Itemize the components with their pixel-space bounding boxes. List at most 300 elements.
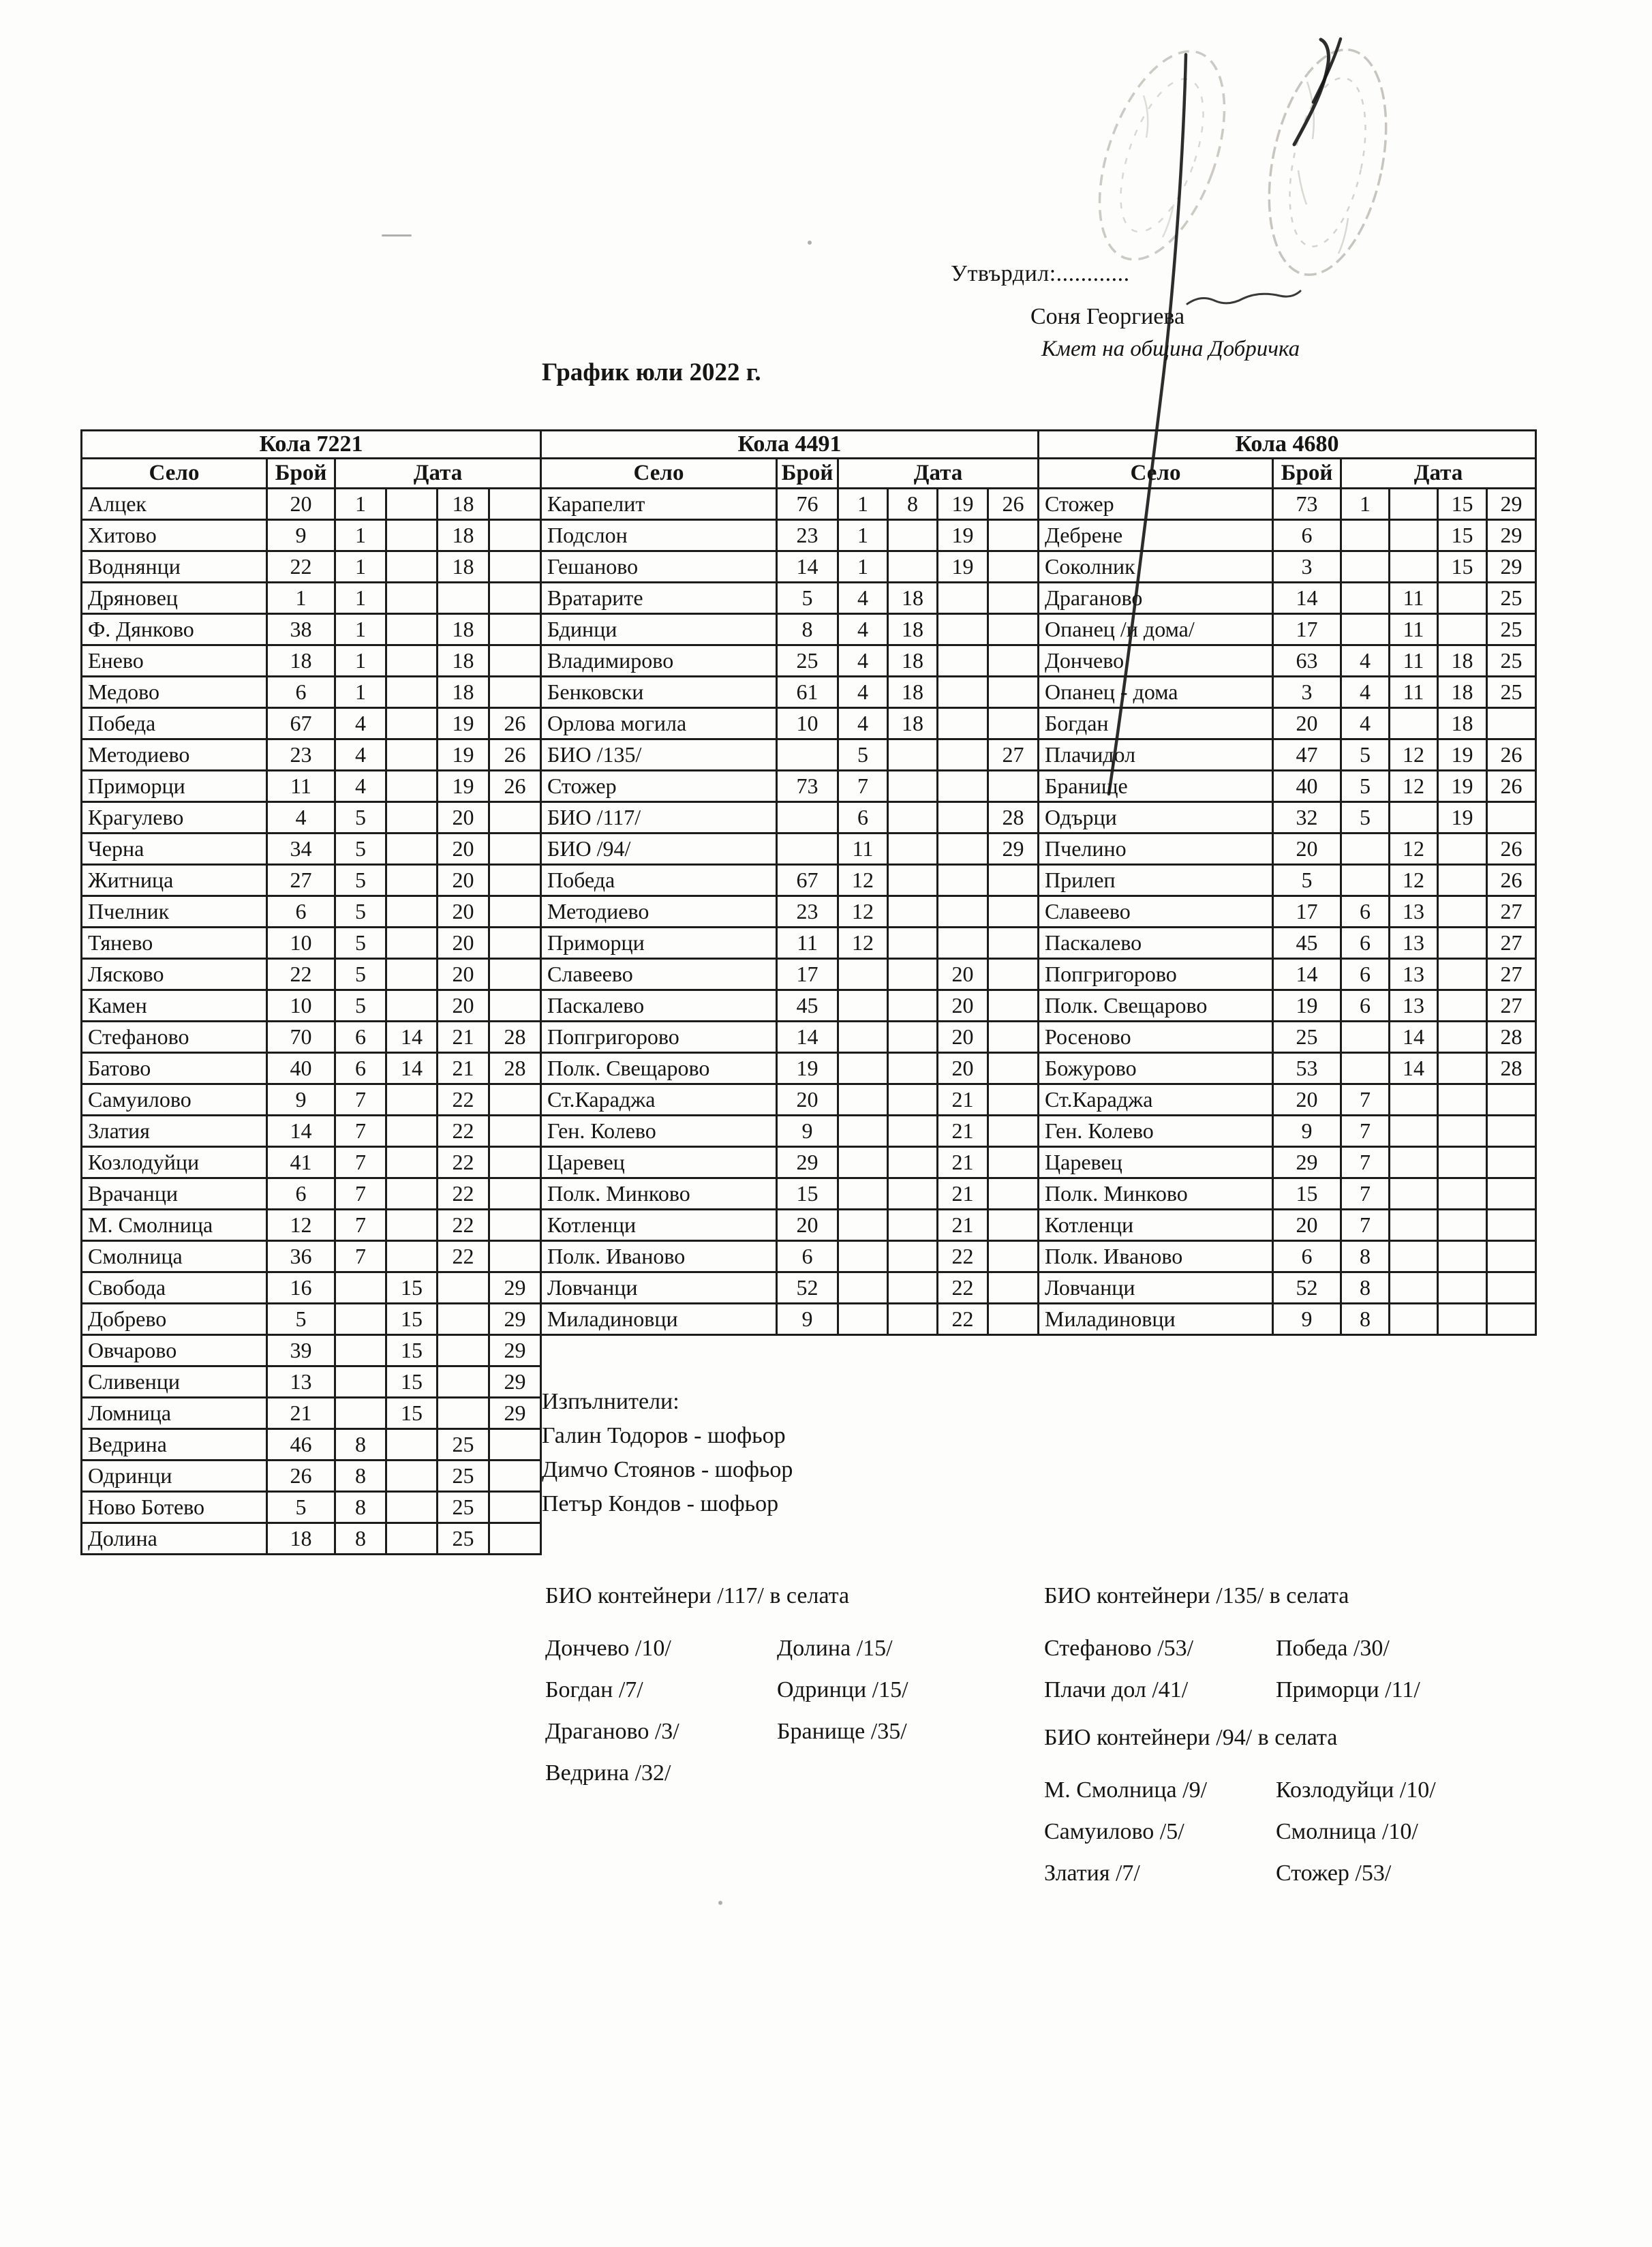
bio-note-135 [1044, 1581, 1508, 1711]
date-cell [988, 896, 1039, 928]
date-cell: 27 [988, 739, 1039, 771]
table-row [541, 520, 1039, 551]
date-cell [1438, 1022, 1487, 1053]
date-cell: 29 [1487, 551, 1536, 583]
date-cell: 4 [838, 645, 888, 677]
table-row [541, 928, 1039, 959]
table-row [82, 834, 541, 865]
count-cell: 40 [1273, 771, 1341, 802]
village-cell: Полк. Минково [1039, 1178, 1273, 1210]
date-cell: 8 [335, 1429, 386, 1461]
date-cell: 5 [335, 990, 386, 1022]
table-row [1039, 645, 1536, 677]
date-cell: 21 [438, 1053, 489, 1084]
count-cell: 11 [267, 771, 335, 802]
date-cell: 1 [838, 551, 888, 583]
date-cell [1438, 1241, 1487, 1272]
date-cell [1390, 1116, 1438, 1147]
count-cell: 10 [777, 708, 838, 739]
date-cell [489, 614, 541, 645]
date-cell [1390, 1241, 1438, 1272]
date-cell: 28 [1487, 1022, 1536, 1053]
date-cell [489, 959, 541, 990]
table-row [1039, 614, 1536, 645]
note-col-right [777, 1627, 1009, 1794]
count-cell: 14 [777, 1022, 838, 1053]
date-cell [838, 1304, 888, 1335]
table-row [1039, 489, 1536, 520]
village-cell: М. Смолница [82, 1210, 267, 1241]
village-cell: Котленци [1039, 1210, 1273, 1241]
date-cell: 18 [438, 489, 489, 520]
note-col-left [1044, 1769, 1276, 1894]
village-cell: Воднянци [82, 551, 267, 583]
date-cell [888, 1272, 938, 1304]
count-cell: 52 [777, 1272, 838, 1304]
count-cell: 67 [267, 708, 335, 739]
date-cell [489, 1210, 541, 1241]
date-cell [888, 1210, 938, 1241]
date-cell [489, 489, 541, 520]
date-cell [938, 771, 988, 802]
date-cell: 22 [938, 1241, 988, 1272]
date-cell [888, 896, 938, 928]
village-cell: Дебрене [1039, 520, 1273, 551]
date-cell: 6 [1341, 896, 1390, 928]
date-cell: 4 [1341, 677, 1390, 708]
date-cell [1438, 1210, 1487, 1241]
count-cell: 23 [777, 520, 838, 551]
date-cell: 1 [1341, 489, 1390, 520]
count-cell: 20 [1273, 708, 1341, 739]
count-cell: 34 [267, 834, 335, 865]
date-cell [1487, 1304, 1536, 1335]
date-cell: 18 [438, 645, 489, 677]
vehicle-header: Кола 4491 [541, 431, 1039, 459]
count-cell: 12 [267, 1210, 335, 1241]
count-cell: 23 [267, 739, 335, 771]
date-cell [888, 990, 938, 1022]
date-cell [888, 771, 938, 802]
date-cell: 21 [938, 1178, 988, 1210]
date-cell: 15 [386, 1272, 438, 1304]
list-item: Самуилово /5/ [1044, 1819, 1184, 1844]
date-cell: 14 [1390, 1022, 1438, 1053]
table-row [1039, 1272, 1536, 1304]
table-row [82, 645, 541, 677]
date-cell: 22 [438, 1210, 489, 1241]
date-cell: 25 [438, 1523, 489, 1555]
table-row [541, 1053, 1039, 1084]
date-cell: 15 [386, 1335, 438, 1366]
date-cell: 19 [1438, 771, 1487, 802]
date-cell [1390, 1178, 1438, 1210]
village-cell: Вратарите [541, 583, 777, 614]
table-row [82, 1523, 541, 1555]
date-cell: 25 [438, 1429, 489, 1461]
list-item: Богдан /7/ [545, 1677, 643, 1702]
date-cell [386, 739, 438, 771]
village-cell: Житница [82, 865, 267, 896]
table-row [541, 708, 1039, 739]
date-cell: 14 [386, 1022, 438, 1053]
date-cell [1390, 551, 1438, 583]
date-cell [988, 1304, 1039, 1335]
date-cell: 1 [335, 520, 386, 551]
date-cell [988, 959, 1039, 990]
date-cell: 20 [938, 959, 988, 990]
date-cell [1487, 1116, 1536, 1147]
village-cell: Ген. Колево [1039, 1116, 1273, 1147]
count-cell: 3 [1273, 677, 1341, 708]
village-cell: Ген. Колево [541, 1116, 777, 1147]
table-row [1039, 583, 1536, 614]
date-cell: 20 [438, 928, 489, 959]
count-cell: 19 [1273, 990, 1341, 1022]
date-cell [386, 802, 438, 834]
village-cell: Орлова могила [541, 708, 777, 739]
village-cell: Ломница [82, 1398, 267, 1429]
date-cell [938, 583, 988, 614]
table-row [541, 959, 1039, 990]
date-cell: 19 [438, 708, 489, 739]
date-cell: 4 [838, 677, 888, 708]
village-cell: Ст.Караджа [1039, 1084, 1273, 1116]
date-cell: 20 [438, 990, 489, 1022]
village-cell: Полк. Иваново [1039, 1241, 1273, 1272]
date-cell: 29 [489, 1272, 541, 1304]
date-cell: 1 [838, 520, 888, 551]
stamp-icon [1251, 39, 1405, 286]
date-cell [1438, 1084, 1487, 1116]
date-cell [1390, 802, 1438, 834]
count-cell: 17 [1273, 614, 1341, 645]
date-cell: 8 [1341, 1272, 1390, 1304]
date-cell: 7 [335, 1084, 386, 1116]
date-cell: 19 [438, 771, 489, 802]
date-cell: 27 [1487, 990, 1536, 1022]
date-cell: 18 [1438, 708, 1487, 739]
table-row [1039, 959, 1536, 990]
date-cell: 21 [938, 1210, 988, 1241]
date-cell [335, 1304, 386, 1335]
date-cell [1438, 614, 1487, 645]
count-cell: 15 [1273, 1178, 1341, 1210]
date-cell [988, 1241, 1039, 1272]
date-cell: 8 [335, 1492, 386, 1523]
date-cell [888, 739, 938, 771]
table-row [1039, 865, 1536, 896]
date-cell [988, 990, 1039, 1022]
date-cell: 5 [335, 896, 386, 928]
count-cell: 26 [267, 1461, 335, 1492]
village-cell: Победа [82, 708, 267, 739]
date-cell: 12 [838, 928, 888, 959]
note-col-left [545, 1627, 777, 1794]
table-row [541, 1147, 1039, 1178]
table-row [82, 928, 541, 959]
col-header-date: Дата [838, 459, 1039, 489]
count-cell: 38 [267, 614, 335, 645]
date-cell [489, 551, 541, 583]
date-cell [938, 802, 988, 834]
count-cell: 16 [267, 1272, 335, 1304]
date-cell [1487, 1210, 1536, 1241]
date-cell: 4 [1341, 645, 1390, 677]
table-row [1039, 1304, 1536, 1335]
count-cell: 6 [1273, 520, 1341, 551]
village-cell: Карапелит [541, 489, 777, 520]
date-cell: 25 [438, 1492, 489, 1523]
bio-note-94 [1044, 1723, 1508, 1894]
village-cell: Ловчанци [1039, 1272, 1273, 1304]
table-row [82, 865, 541, 896]
village-cell: Ф. Дянково [82, 614, 267, 645]
table-row [541, 1116, 1039, 1147]
date-cell: 22 [438, 1178, 489, 1210]
date-cell: 4 [335, 708, 386, 739]
date-cell [386, 1084, 438, 1116]
table-row [541, 771, 1039, 802]
table-row [82, 489, 541, 520]
village-cell: Полк. Минково [541, 1178, 777, 1210]
village-cell: Стефаново [82, 1022, 267, 1053]
date-cell [1487, 1084, 1536, 1116]
date-cell: 14 [386, 1053, 438, 1084]
date-cell [888, 1084, 938, 1116]
table-row [1039, 1147, 1536, 1178]
date-cell: 12 [1390, 865, 1438, 896]
date-cell: 6 [335, 1022, 386, 1053]
table-row [82, 1210, 541, 1241]
note-title: БИО контейнери /135/ в селата [1044, 1583, 1349, 1608]
date-cell [1438, 959, 1487, 990]
count-cell: 25 [1273, 1022, 1341, 1053]
date-cell [988, 708, 1039, 739]
date-cell [888, 959, 938, 990]
date-cell: 4 [838, 708, 888, 739]
village-cell: Дончево [1039, 645, 1273, 677]
date-cell: 27 [1487, 928, 1536, 959]
village-cell: Соколник [1039, 551, 1273, 583]
village-cell: Паскалево [1039, 928, 1273, 959]
date-cell [489, 834, 541, 865]
village-cell: Миладиновци [1039, 1304, 1273, 1335]
table-row [541, 739, 1039, 771]
count-cell: 39 [267, 1335, 335, 1366]
date-cell: 19 [1438, 739, 1487, 771]
village-cell: Златия [82, 1116, 267, 1147]
date-cell: 12 [1390, 739, 1438, 771]
table-row [1039, 1241, 1536, 1272]
date-cell [888, 1241, 938, 1272]
date-cell: 27 [1487, 959, 1536, 990]
count-cell: 9 [777, 1116, 838, 1147]
count-cell: 63 [1273, 645, 1341, 677]
village-cell: Приморци [82, 771, 267, 802]
count-cell: 18 [267, 645, 335, 677]
count-cell: 1 [267, 583, 335, 614]
village-cell: Ст.Караджа [541, 1084, 777, 1116]
executors-title: Изпълнители: [542, 1389, 679, 1414]
date-cell [888, 1304, 938, 1335]
village-cell: Хитово [82, 520, 267, 551]
date-cell: 21 [438, 1022, 489, 1053]
village-cell: Самуилово [82, 1084, 267, 1116]
date-cell: 20 [438, 802, 489, 834]
count-cell [777, 834, 838, 865]
table-row [541, 1022, 1039, 1053]
date-cell: 25 [438, 1461, 489, 1492]
date-cell: 7 [838, 771, 888, 802]
count-cell: 6 [267, 896, 335, 928]
table-row [82, 1147, 541, 1178]
schedule-table-kola-4491 [540, 429, 1039, 1336]
list-item: Стефаново /53/ [1044, 1636, 1194, 1661]
date-cell [386, 677, 438, 708]
date-cell: 7 [335, 1241, 386, 1272]
date-cell: 5 [335, 802, 386, 834]
date-cell: 5 [335, 865, 386, 896]
village-cell: Тянево [82, 928, 267, 959]
count-cell: 53 [1273, 1053, 1341, 1084]
schedule-table-kola-4680 [1037, 429, 1537, 1336]
date-cell [489, 645, 541, 677]
date-cell [1341, 614, 1390, 645]
date-cell: 4 [838, 583, 888, 614]
date-cell: 1 [335, 614, 386, 645]
count-cell: 9 [1273, 1304, 1341, 1335]
table-body [1039, 489, 1536, 1335]
table-row [541, 896, 1039, 928]
village-cell: Прилеп [1039, 865, 1273, 896]
table-row [541, 802, 1039, 834]
date-cell: 7 [335, 1147, 386, 1178]
date-cell: 18 [888, 645, 938, 677]
date-cell: 12 [1390, 834, 1438, 865]
date-cell [988, 771, 1039, 802]
date-cell [988, 614, 1039, 645]
date-cell [1390, 1272, 1438, 1304]
date-cell: 8 [888, 489, 938, 520]
count-cell: 73 [777, 771, 838, 802]
date-cell: 11 [1390, 583, 1438, 614]
date-cell [888, 1178, 938, 1210]
date-cell [838, 1147, 888, 1178]
date-cell: 11 [1390, 614, 1438, 645]
col-header-village: Село [541, 459, 777, 489]
date-cell [1438, 583, 1487, 614]
note-title: БИО контейнери /117/ в селата [545, 1583, 850, 1608]
date-cell: 5 [1341, 802, 1390, 834]
date-cell: 12 [838, 865, 888, 896]
date-cell: 29 [988, 834, 1039, 865]
count-cell: 45 [777, 990, 838, 1022]
table-row [82, 990, 541, 1022]
date-cell [1390, 1084, 1438, 1116]
date-cell [335, 1335, 386, 1366]
table-row [82, 739, 541, 771]
village-cell: Котленци [541, 1210, 777, 1241]
date-cell [988, 1147, 1039, 1178]
date-cell [489, 1147, 541, 1178]
date-cell: 29 [489, 1366, 541, 1398]
date-cell [1341, 520, 1390, 551]
table-row [1039, 1178, 1536, 1210]
village-cell: Опанец - дома [1039, 677, 1273, 708]
date-cell [888, 802, 938, 834]
date-cell [489, 1178, 541, 1210]
date-cell: 28 [489, 1022, 541, 1053]
list-item: Стожер /53/ [1276, 1861, 1392, 1886]
date-cell: 1 [335, 583, 386, 614]
count-cell: 46 [267, 1429, 335, 1461]
table-row [82, 708, 541, 739]
date-cell [838, 1272, 888, 1304]
village-cell: Владимирово [541, 645, 777, 677]
date-cell [386, 896, 438, 928]
table-row [1039, 1084, 1536, 1116]
date-cell [438, 1398, 489, 1429]
date-cell: 6 [838, 802, 888, 834]
date-cell: 20 [438, 865, 489, 896]
date-cell [838, 1178, 888, 1210]
table-row [1039, 1116, 1536, 1147]
date-cell: 5 [1341, 771, 1390, 802]
date-cell [938, 739, 988, 771]
date-cell [489, 583, 541, 614]
date-cell: 7 [335, 1210, 386, 1241]
date-cell [938, 928, 988, 959]
date-cell: 5 [335, 834, 386, 865]
date-cell: 22 [438, 1241, 489, 1272]
village-cell: Овчарово [82, 1335, 267, 1366]
date-cell [1438, 1053, 1487, 1084]
village-cell: Полк. Иваново [541, 1241, 777, 1272]
date-cell: 18 [1438, 645, 1487, 677]
date-cell [386, 1116, 438, 1147]
village-cell: Попгригорово [1039, 959, 1273, 990]
date-cell: 26 [1487, 834, 1536, 865]
count-cell: 10 [267, 928, 335, 959]
vehicle-header: Кола 7221 [82, 431, 541, 459]
date-cell: 19 [438, 739, 489, 771]
village-cell: Богдан [1039, 708, 1273, 739]
date-cell [888, 928, 938, 959]
list-item: Петър Кондов - шофьор [542, 1491, 779, 1516]
date-cell [386, 1210, 438, 1241]
date-cell: 20 [438, 834, 489, 865]
date-cell [386, 1178, 438, 1210]
village-cell: Гешаново [541, 551, 777, 583]
date-cell [1341, 865, 1390, 896]
date-cell: 6 [1341, 928, 1390, 959]
table-row [541, 1272, 1039, 1304]
village-cell: Методиево [82, 739, 267, 771]
date-cell: 7 [335, 1178, 386, 1210]
village-cell: Царевец [1039, 1147, 1273, 1178]
date-cell: 5 [335, 959, 386, 990]
table-row [541, 551, 1039, 583]
date-cell [386, 990, 438, 1022]
village-cell: Дряновец [82, 583, 267, 614]
count-cell: 14 [1273, 959, 1341, 990]
date-cell [438, 1366, 489, 1398]
village-cell: Бранище [1039, 771, 1273, 802]
table-row [1039, 990, 1536, 1022]
list-item: Галин Тодоров - шофьор [542, 1423, 786, 1448]
date-cell [1341, 583, 1390, 614]
